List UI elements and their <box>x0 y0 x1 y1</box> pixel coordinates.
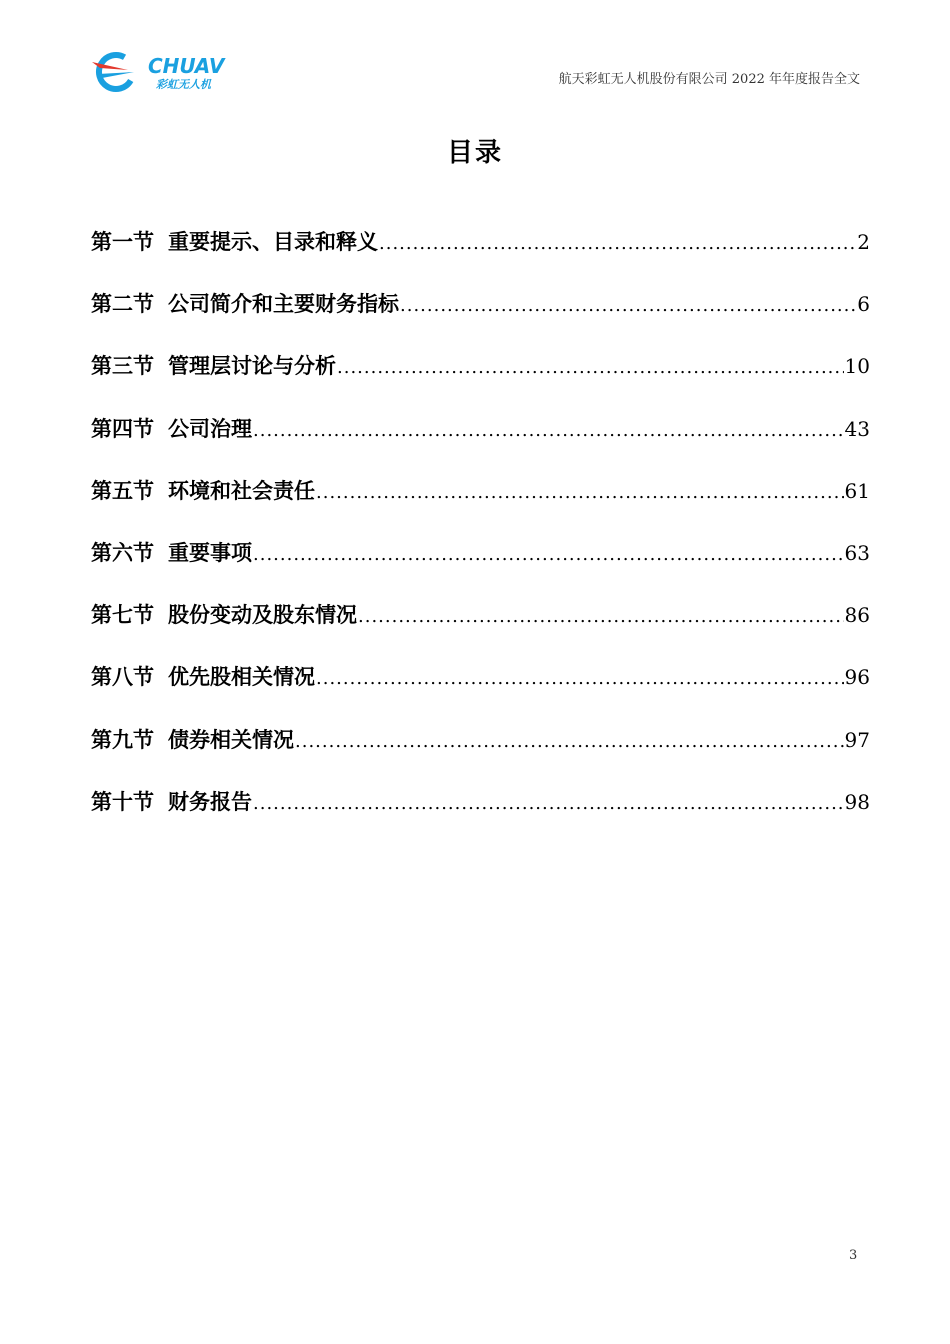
toc-section-title: 优先股相关情况 <box>168 665 315 690</box>
toc-dot-leader <box>253 420 844 441</box>
toc-page-number: 61 <box>844 478 870 503</box>
toc-section-label: 第六节 <box>91 540 154 565</box>
chuav-logo-icon <box>88 48 238 98</box>
toc-page-number: 96 <box>844 665 870 690</box>
toc-page-number: 63 <box>844 540 870 565</box>
toc-page-number: 86 <box>844 603 870 628</box>
toc-page-number: 10 <box>844 354 870 379</box>
toc-section-label: 第十节 <box>91 789 154 814</box>
toc-section-label: 第一节 <box>91 230 154 254</box>
toc-section-title: 股份变动及股东情况 <box>168 603 357 628</box>
toc-section-title: 财务报告 <box>168 789 252 814</box>
page-number: 3 <box>849 1248 858 1263</box>
toc-entry[interactable] <box>91 661 870 723</box>
toc-entry[interactable] <box>91 786 870 848</box>
toc-section-title: 环境和社会责任 <box>168 478 315 503</box>
toc-section-label: 第二节 <box>91 292 154 317</box>
toc-entry[interactable] <box>91 413 870 475</box>
company-logo <box>88 48 238 98</box>
toc-section-title: 重要提示、目录和释义 <box>168 230 378 254</box>
toc-entry[interactable] <box>91 537 870 599</box>
toc-entry[interactable] <box>91 599 870 661</box>
table-of-contents <box>91 226 870 848</box>
toc-section-label: 第八节 <box>91 665 154 690</box>
toc-page-number: 43 <box>844 416 870 441</box>
toc-dot-leader <box>316 668 844 689</box>
toc-dot-leader <box>253 544 844 565</box>
toc-page-number: 6 <box>857 292 870 317</box>
toc-section-label: 第四节 <box>91 416 154 441</box>
toc-section-title: 公司简介和主要财务指标 <box>168 292 399 317</box>
toc-section-title: 公司治理 <box>168 416 252 441</box>
toc-dot-leader <box>379 233 856 254</box>
toc-dot-leader <box>295 731 844 752</box>
page-title: 目录 <box>446 138 503 168</box>
toc-section-label: 第九节 <box>91 727 154 752</box>
toc-entry[interactable] <box>91 475 870 537</box>
toc-dot-leader <box>337 357 844 378</box>
toc-entry[interactable] <box>91 226 870 288</box>
toc-section-label: 第七节 <box>91 603 154 628</box>
toc-section-label: 第三节 <box>91 354 154 379</box>
svg-text:彩虹无人机: 彩虹无人机 <box>156 78 211 91</box>
toc-dot-leader <box>358 606 844 627</box>
toc-section-title: 债券相关情况 <box>168 727 294 752</box>
toc-page-number: 2 <box>857 230 870 254</box>
toc-section-label: 第五节 <box>91 478 154 503</box>
toc-entry[interactable] <box>91 288 870 350</box>
page-header <box>0 0 950 110</box>
toc-dot-leader <box>316 482 844 503</box>
toc-dot-leader <box>400 295 856 316</box>
toc-entry[interactable] <box>91 724 870 786</box>
toc-section-title: 重要事项 <box>168 540 252 565</box>
svg-text:CHUAV: CHUAV <box>148 54 225 78</box>
toc-page-number: 97 <box>844 727 870 752</box>
toc-section-title: 管理层讨论与分析 <box>168 354 336 379</box>
toc-dot-leader <box>253 793 844 814</box>
report-title: 航天彩虹无人机股份有限公司 2022 年年度报告全文 <box>558 72 860 87</box>
toc-page-number: 98 <box>844 789 870 814</box>
toc-entry[interactable] <box>91 350 870 412</box>
